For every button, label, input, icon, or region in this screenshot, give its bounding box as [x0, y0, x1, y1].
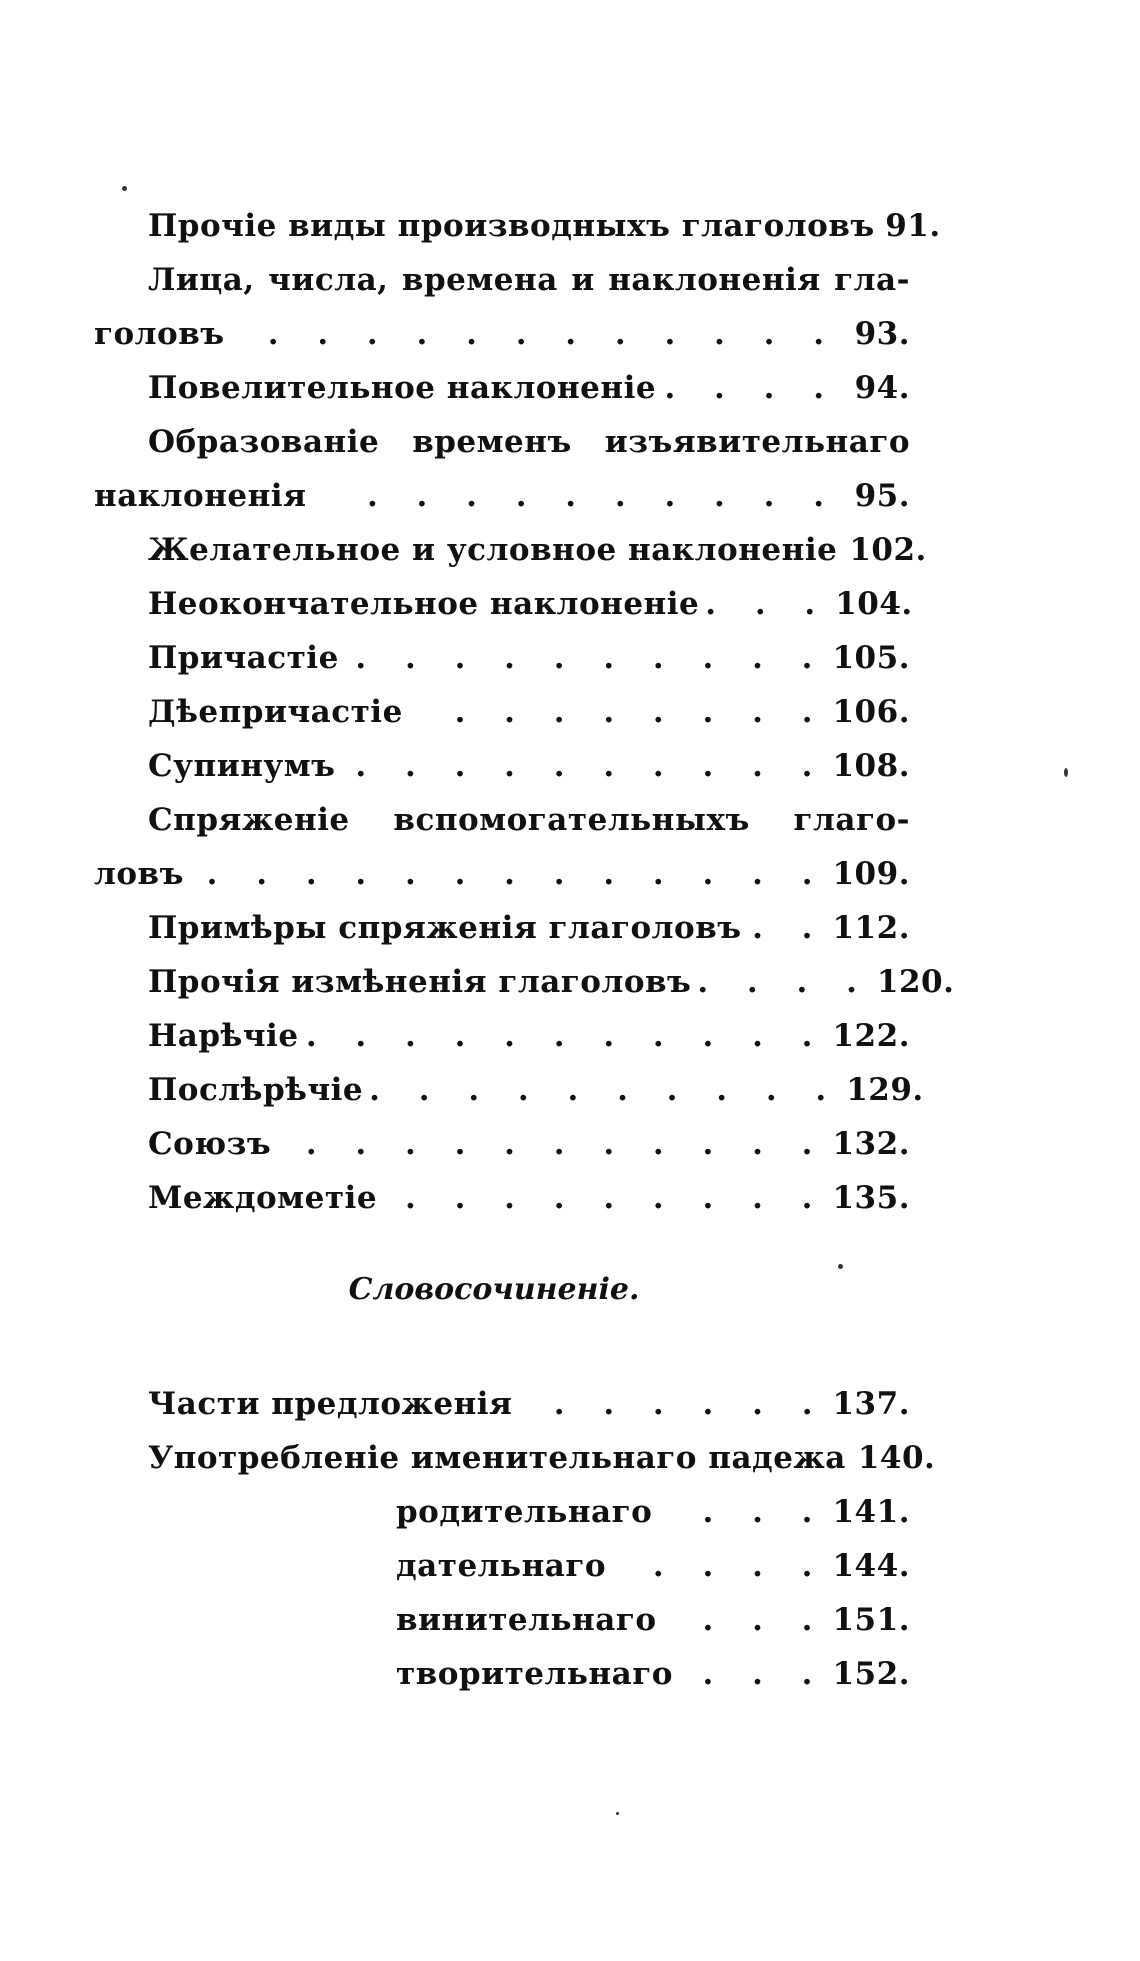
scan-speck	[616, 1812, 619, 1815]
toc-entry-continuation	[94, 856, 910, 910]
dot-leader: . . . . . . . . . . .	[305, 1018, 827, 1054]
toc-entry-page: 129.	[846, 1072, 924, 1108]
toc-entry-label: ловъ	[94, 856, 184, 892]
section-heading: Словосочиненіе.	[348, 1272, 640, 1307]
toc-entry-label: Послѣрѣчіе	[148, 1072, 364, 1108]
toc-entry	[148, 748, 910, 802]
toc-entry	[148, 370, 910, 424]
toc-entry	[148, 1126, 910, 1180]
dot-leader: . . . . . . . . . . .	[305, 1126, 827, 1162]
dot-leader: . . . . . . . . . .	[369, 1072, 841, 1108]
toc-entry-label: Употребленіе именительнаго падежа	[148, 1440, 846, 1476]
dot-leader: . . .	[702, 1494, 827, 1530]
toc-entry-page: 93.	[854, 316, 910, 352]
table-of-contents	[94, 208, 955, 1710]
scan-speck	[122, 186, 127, 191]
toc-entry-label: винительнаго	[396, 1602, 657, 1638]
toc-entry	[148, 1018, 910, 1072]
toc-entry-page: 94.	[854, 370, 910, 406]
toc-entry-page: 144.	[832, 1548, 910, 1584]
toc-entry-page: 104.	[835, 586, 913, 622]
toc-entry-page: 102.	[849, 532, 927, 568]
toc-entry	[148, 910, 910, 964]
toc-entry-label: дательнаго	[396, 1548, 607, 1584]
toc-entry-continuation	[94, 478, 910, 532]
toc-entry-label: творительнаго	[396, 1656, 673, 1692]
toc-entry	[148, 586, 913, 640]
toc-entry-page: 91.	[885, 208, 941, 244]
toc-entry-page: 105.	[832, 640, 910, 676]
toc-entry-label: Супинумъ	[148, 748, 336, 784]
toc-entry	[148, 1440, 936, 1494]
toc-entry-page: 122.	[832, 1018, 910, 1054]
dot-leader: . . . . . . . . .	[405, 1180, 827, 1216]
dot-leader: . . . .	[697, 964, 871, 1000]
toc-entry	[148, 1386, 910, 1440]
toc-entry-label: Союзъ	[148, 1126, 272, 1162]
toc-entry-label: наклоненія	[94, 478, 307, 514]
toc-entry-page: 141.	[832, 1494, 910, 1530]
toc-entry-continuation	[94, 316, 910, 370]
toc-entry	[148, 640, 910, 694]
toc-entry	[148, 694, 910, 748]
toc-entry	[148, 964, 955, 1018]
dot-leader: . . . . . . . . . .	[355, 640, 827, 676]
toc-entry-label: Примѣры спряженія глаголовъ	[148, 910, 742, 946]
toc-subentry	[148, 1656, 910, 1710]
toc-entry	[148, 1180, 910, 1234]
dot-leader: . .	[752, 910, 827, 946]
toc-entry-label: Желательное и условное наклоненіе	[148, 532, 838, 568]
toc-entry-page: 137.	[832, 1386, 910, 1422]
toc-entry	[148, 1072, 924, 1126]
dot-leader: . . .	[702, 1602, 827, 1638]
toc-entry-label: Причастіе	[148, 640, 339, 676]
toc-entry-label: Междометіе	[148, 1180, 378, 1216]
toc-entry-label: Повелительное наклоненіе	[148, 370, 657, 406]
scan-speck	[1064, 768, 1068, 777]
toc-entry	[148, 262, 910, 316]
dot-leader: . . . .	[664, 370, 838, 406]
dot-leader: . . . . . . . .	[454, 694, 827, 730]
toc-entry-label: Дѣепричастіе	[148, 694, 403, 730]
toc-entry-page: 95.	[854, 478, 910, 514]
toc-entry	[148, 802, 910, 856]
toc-entry-label: Прочія измѣненія глаголовъ	[148, 964, 692, 1000]
toc-entry	[148, 424, 910, 478]
toc-entry-label: Спряженіе вспомогательныхъ глаго-	[148, 802, 910, 838]
toc-entry-label: Прочіе виды производныхъ глаголовъ	[148, 208, 875, 244]
toc-entry-label: Образованіе временъ изъявительнаго	[148, 424, 910, 460]
toc-subentry	[148, 1548, 910, 1602]
toc-entry	[148, 532, 927, 586]
toc-entry	[148, 208, 941, 262]
toc-entry-label: головъ	[94, 316, 225, 352]
dot-leader: . . . . . . . . . . . . .	[206, 856, 827, 892]
toc-subentry	[148, 1602, 910, 1656]
dot-leader: . . . . . . . . . .	[366, 478, 838, 514]
dot-leader: . . . . . .	[553, 1386, 827, 1422]
toc-entry-page: 152.	[832, 1656, 910, 1692]
toc-entry-label: Части предложенія	[148, 1386, 513, 1422]
toc-entry-page: 140.	[857, 1440, 936, 1476]
toc-entry-label: родительнаго	[396, 1494, 653, 1530]
toc-entry-page: 106.	[832, 694, 910, 730]
dot-leader: . . . . . . . . . . . .	[267, 316, 838, 352]
toc-entry-page: 132.	[832, 1126, 910, 1162]
toc-entry-label: Лица, числа, времена и наклоненія гла-	[148, 262, 910, 298]
toc-entry-page: 135.	[832, 1180, 910, 1216]
dot-leader: . . .	[702, 1656, 827, 1692]
dot-leader: . . . .	[652, 1548, 827, 1584]
toc-entry-page: 109.	[832, 856, 910, 892]
toc-entry-page: 112.	[832, 910, 910, 946]
toc-entry-label: Нарѣчіе	[148, 1018, 299, 1054]
dot-leader: . . . . . . . . . .	[355, 748, 827, 784]
toc-entry-page: 108.	[832, 748, 910, 784]
toc-entry-page: 120.	[876, 964, 955, 1000]
toc-entry-label: Неокончательное наклоненіе	[148, 586, 700, 622]
toc-entry-page: 151.	[832, 1602, 910, 1638]
dot-leader: . . .	[705, 586, 830, 622]
toc-subentry	[148, 1494, 910, 1548]
